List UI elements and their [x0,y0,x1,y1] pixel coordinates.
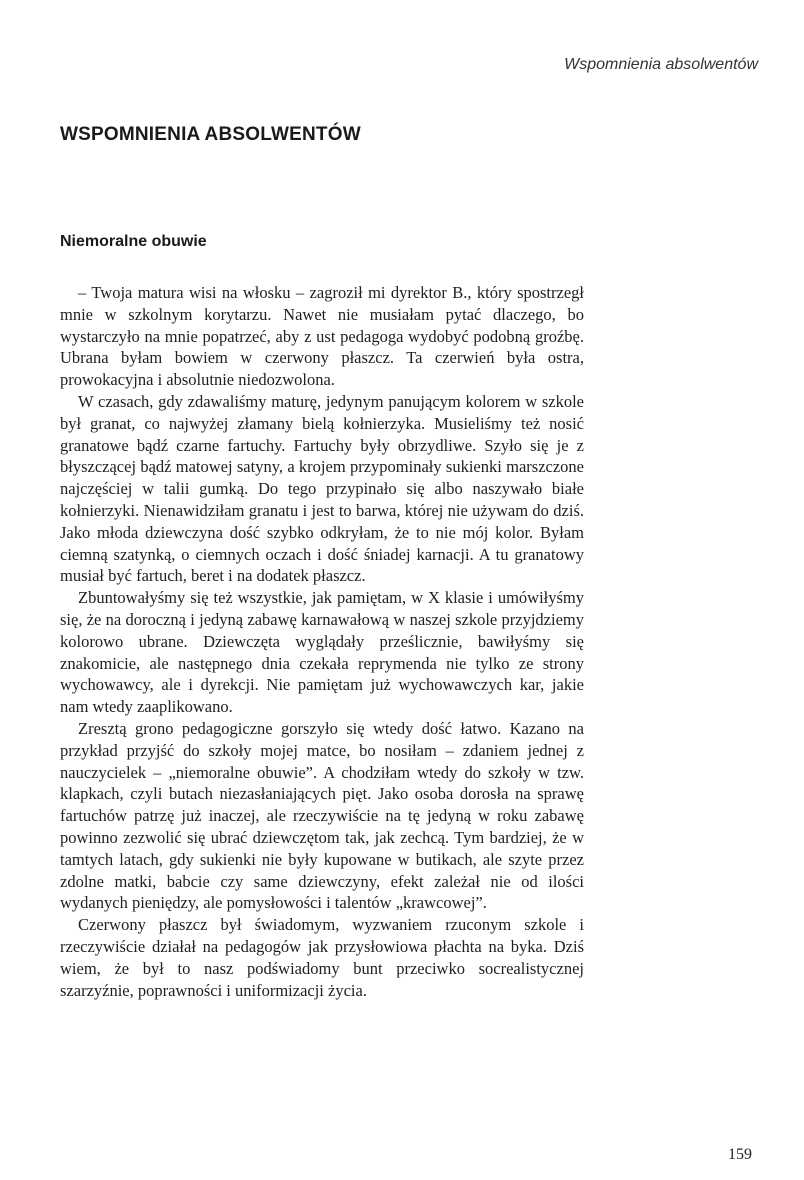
paragraph: – Twoja matura wisi na włosku – zagroził mi dyrektor B., który spostrzegł mnie w szkolnym korytarzu. Nawet nie musiałam pytać dlaczego, bo wystarczyło na mnie popatrzeć, aby z ust pedagoga wydobyć podobną groźbę. Ubrana byłam bowiem w czerwony płaszcz. Ta czerwień była ostra, prowokacyjna i absolutnie niedozwolona. [60,283,584,390]
paragraph: Zbuntowałyśmy się też wszystkie, jak pamiętam, w X klasie i umówiłyśmy się, że na doroczną i jedyną zabawę karnawałową w naszej szkole przyjdziemy kolorowo ubrane. Dziewczęta wyglądały prześlicznie, bawiłyśmy się znakomicie, ale następnego dnia czekała reprymenda nie tylko ze strony wychowawcy, ale i dyrekcji. Nie pamiętam już wychowawczych kar, jakie nam wtedy zaaplikowano. [60,588,584,717]
paragraph: Zresztą grono pedagogiczne gorszyło się wtedy dość łatwo. Kazano na przykład przyjść do szkoły mojej matce, bo nosiłam – zdaniem jednej z nauczycielek – „niemoralne obuwie”. A chodziłam wtedy do szkoły w tzw. klapkach, czyli butach niezasłaniających pięt. Jako osoba dorosła na sprawę fartuchów patrzę już inaczej, ale rzeczywiście na tę jedyną w roku zabawę powinno zezwolić się ubrać dziewczętom tak, jak zechcą. Tym bardziej, że w tamtych latach, gdy sukienki nie były kupowane w butikach, ale szyte przez zdolne matki, babcie czy same dziewczyny, efekt zależał nie od ilości wydanych pieniędzy, ale pomysłowości i talentów „krawcowej”. [60,718,584,913]
running-header: Wspomnienia absolwentów [564,56,758,73]
page-number: 159 [728,1146,752,1163]
paragraph: Czerwony płaszcz był świadomym, wyzwaniem rzuconym szkole i rzeczywiście działał na pedagogów jak przysłowiowa płachta na byka. Dziś wiem, że był to nasz podświadomy bunt przeciwko socrealistycznej szarzyźnie, poprawności i uniformizacji życia. [60,915,584,1000]
chapter-title: WSPOMNIENIA ABSOLWENTÓW [60,124,361,145]
paragraph: W czasach, gdy zdawaliśmy maturę, jedynym panującym kolorem w szkole był granat, co najwyżej złamany bielą kołnierzyka. Musieliśmy też nosić granatowe bądź czarne fartuchy. Fartuchy były obrzydliwe. Szyło się je z błyszczącej bądź matowej satyny, a krojem przypominały sukienki marszczone najczęściej w talii gumką. Do tego przypinało się albo naszywało białe kołnierzyki. Nienawidziłam granatu i jest to barwa, której nie używam do dziś. Jako młoda dziewczyna dość szybko odkryłam, że to nie mój kolor. Byłam ciemną szatynką, o ciemnych oczach i dość śniadej karnacji. A tu granatowy musiał być fartuch, beret i na dodatek płaszcz. [60,391,584,586]
section-title: Niemoralne obuwie [60,233,207,250]
body-text [60,282,584,1001]
